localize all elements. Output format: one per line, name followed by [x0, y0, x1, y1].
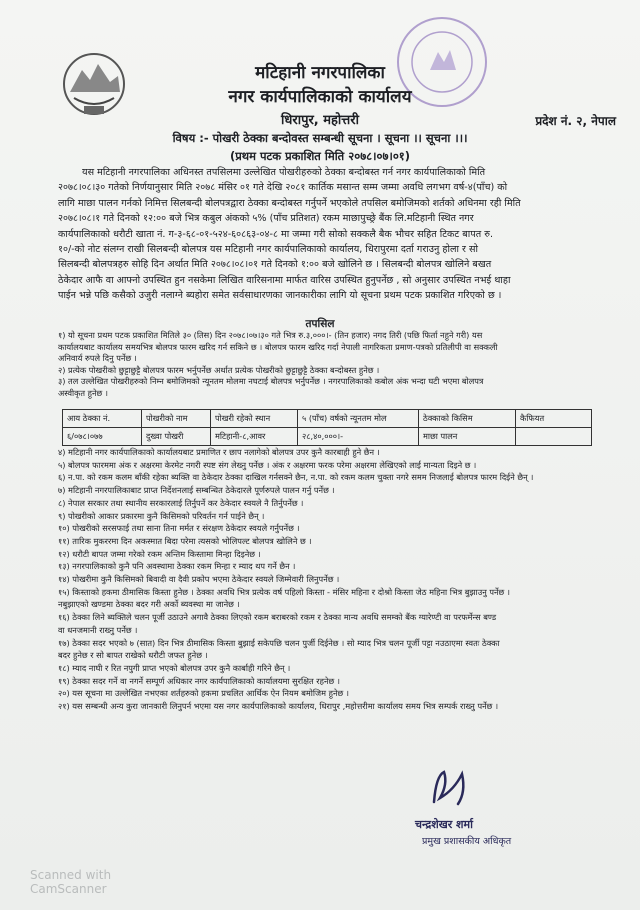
- condition-line: कार्यालयबाट कार्यालय समयभित्र बोलपत्र फारम खरिद गर्न सकिने छ । बोलपत्र फारम खरिद गर्दा नेपाली नागरिकता प्रमाण-पत्रको प्रतिलीपी वा सक्कली: [58, 341, 498, 352]
- table-cell: माछा पालन: [419, 428, 516, 446]
- notice-line: कार्यपालिकाको धरौटी खाता नं. ग-३-६८-०१-५२४-६०८६३-०४-८ मा जम्मा गरी सोको सक्कलै बैक भौचर सहित टिकट बापत रु.: [58, 228, 493, 240]
- notice-line: लागि माछा पालन गर्नको निमित्त सिलबन्दी बोलपत्रद्वारा ठेक्का बन्दोबस्त गर्नुपर्ने भएकोले तपसिल बमोजिमको शर्तको अधिनमा रही मिति: [58, 197, 521, 209]
- watermark-line: Scanned with: [30, 868, 112, 882]
- table-cell: मटिहानी-८,आवर: [211, 428, 298, 446]
- condition-line: अनिवार्य रुपले दिनु पर्नेछ ।: [58, 353, 137, 364]
- condition-line: १४) पोखरीमा कुनै किसिमको बिवादी वा दैवी प्रकोप भएमा ठेकेदार स्वयले जिम्मेवारी लिनुपर्नेछ ।: [58, 574, 340, 585]
- signature-icon: [414, 762, 504, 812]
- table-cell: ६/०७८।०७७: [63, 428, 142, 446]
- org-name: मटिहानी नगरपालिका: [255, 63, 385, 83]
- condition-line: १) यो सूचना प्रथम पटक प्रकाशित मितिले ३० (तिस) दिन २०७८।०७।३० गते भित्र रु.३,०००।- (तिन हजार) नगद तिरी (पछि फिर्ता नहुने गरी) यस: [58, 330, 483, 340]
- signatory-name: चन्द्रशेखर शर्मा: [415, 818, 473, 831]
- notice-line: २०७८।०८।१ गते दिनको १२:०० बजे भित्र कबुल अंकको ५% (पाँच प्रतिशत) रकम माछापुच्छ्रे बैंक लि.मटिहानी स्थित नगर: [58, 213, 474, 225]
- signatory-post: प्रमुख प्रशासकीय अधिकृत: [422, 836, 512, 847]
- office-name: नगर कार्यपालिकाको कार्यालय: [228, 87, 412, 107]
- column-header: पोखरीको नाम: [142, 410, 211, 428]
- publish-date: (प्रथम पटक प्रकाशित मिति २०७८।०७।०१): [229, 149, 411, 163]
- condition-line: वा धनजमानी राख्नु पर्नेछ ।: [58, 624, 138, 635]
- table-cell: २८,४०,०००।-: [298, 428, 419, 446]
- condition-line: १३) नगरपालिकाको कुनै पनि अवस्थामा ठेक्का रकम मिन्हा र म्याद थप गर्ने छैन ।: [58, 561, 296, 572]
- notice-line: २०७८।०८।३० गतेको निर्णयानुसार मिति २०७८ मंसिर ०१ गते देखि २०८१ कार्तिक मसान्त सम्म जम्मा अवधि लगभग वर्ष-४(पाँच) को: [58, 182, 508, 194]
- column-header: कैफियत: [516, 410, 592, 428]
- condition-line: १६) ठेक्का लिने ब्यक्तिले चलन पूर्जी उठाउने अगावै ठेक्का लिएको रकम बराबरको रकम र ठेक्का मान्य अवधि समम्को बैंक ग्यारेण्टी वा परफर्मेन्स बण्ड: [58, 612, 497, 623]
- condition-line: १२) धरौटी बापत जम्मा गरेको रकम अन्तिम किस्तामा मिन्हा दिइनेछ ।: [58, 548, 261, 559]
- province-label: प्रदेश नं. २, नेपाल: [535, 114, 616, 128]
- notice-line: सिलबन्दी बोलपत्रहरु सोहि दिन अर्थात मिति २०७८।०८।०१ गते दिनको १:०० बजे खोलिने छ । सिलबन्दी बोलपत्र खोलिने बखत: [58, 259, 492, 271]
- condition-line: ४) मटिहानी नगर कार्यपालिकाको कार्यालयबाट प्रमाणित र छाप नलागेको बोलपत्र उपर कुनै कारबाही हुने छैन ।: [58, 447, 380, 457]
- pond-table: [62, 409, 592, 446]
- condition-line: बदर हुनेछ र सो बापत राखेको धरौटी जफत हुनेछ ।: [58, 650, 208, 661]
- condition-line: ८) नेपाल सरकार तथा स्थानीय सरकारलाई तिर्नुपर्ने कर ठेकेदार स्वयले नै तिर्नुपर्नेछ ।: [58, 497, 304, 508]
- condition-line: २१) यस सम्बन्धी अन्य कुरा जानकारी लिनुपर्न भएमा यस नगर कार्यपालिकाको कार्यालय, धिरापुर ,महोत्तरीमा कार्यालय समय भित्र सम्पर्क राख्नु पर्नेछ ।: [58, 701, 499, 712]
- scanner-watermark: [30, 868, 111, 896]
- notice-line: ठेकेदार आफै वा आफ्नो उपस्थित हुन नसकेमा लिखित वारिसनामा मार्फत वारिस उपस्थित हुनुपर्नेछ , सो अनुसार उपस्थित नभई थाहा: [58, 274, 511, 286]
- table-row: [63, 428, 592, 446]
- column-header: आय ठेक्का नं.: [63, 410, 142, 428]
- condition-line: २) प्रत्येक पोखरीको छुट्टाछुट्टै बोलपत्र फारम भर्नुपर्नेछ अर्थात प्रत्येक पोखरीको छुट्टाछुट्टै ठेक्का बन्दोबस्त हुनेछ ।: [58, 364, 380, 375]
- condition-line: १७) ठेक्का सदर भएको ७ (सात) दिन भित्र ठीमासिक किस्ता बुझाई सकेपछि चलन पुर्जी दिईनेछ । सो म्याद भित्र चलन पूर्जी पट्टा नउठाएमा स्वतः ठेक्का: [58, 637, 500, 648]
- condition-line: ७) मटिहानी नगरपालिकाबाट प्राप्त निर्देशनलाई सम्बन्धित ठेकेदारले पूर्णरुपले पालन गर्नु पर्नेछ ।: [58, 485, 335, 496]
- conditions-bottom: [58, 446, 602, 713]
- column-header: ठेक्काको किसिम: [419, 410, 516, 428]
- condition-line: ९) पोखरीको आकार प्रकारमा कुनै किसिमको परिवर्तन गर्न पाईने छैन् ।: [58, 510, 265, 521]
- condition-line: ३) तल उल्लेखित पोखरीहरुको निम्न बमोजिमको न्यूनतम मोलमा नघटाई बोलपत्र भर्नुपर्नेछ । नगरपालिकाको कबोल अंक भन्दा घटी भएमा बोलपत्र: [58, 376, 484, 387]
- conditions-top: [58, 330, 602, 400]
- government-emblem-icon: [60, 48, 128, 118]
- condition-line: ६) न.पा. को रकम कलम बाँकी रहेका ब्यक्ति वा ठेकेदार ठेक्का दाखिल गर्नसक्ने छैन, न.पा. को रकम कलम चुक्ता नगरे समम निजलाई बोलपत्र फारम दिईने छैन् ।: [58, 472, 534, 483]
- schedule-title: तपसिल: [305, 318, 335, 330]
- condition-line: नबुझाएको खण्डमा ठेक्का बदर गरी अर्को ब्यवस्था मा जानेछ ।: [58, 599, 240, 610]
- notice-line: १०/-को नोट संलग्न राखी सिलबन्दी बोलपत्र यस मटिहानी नगर कार्यपालिकाको कार्यालय, धिरापुरमा दर्ता गराउनु होला र सो: [58, 244, 478, 256]
- condition-line: १८) म्याद नाघी र रित नपुगी प्राप्त भएको बोलपत्र उपर कुनै कार्बाही गरिने छैन् ।: [58, 662, 291, 673]
- office-place: धिरापुर, महोत्तरी: [281, 113, 359, 128]
- condition-line: १०) पोखरीको सरसफाई तथा साना तिना मर्मत र संरक्षण ठेकेदार स्वयले गर्नुपर्नेछ ।: [58, 523, 300, 534]
- condition-line: ११) तारिक मुकररमा दिन अकस्मात बिदा परेमा त्यसको भोलिपल्ट बोलपत्र खोलिने छ ।: [58, 535, 312, 546]
- notice-subject: विषय :- पोखरी ठेक्का बन्दोवस्त सम्बन्धी सूचना । सूचना ।। सूचना ।।।: [172, 131, 468, 145]
- notice-line: पाईन भन्ने पछि कसैको उजुरी नलाग्ने ब्यहोरा समेत सर्वसाधारणका जानकारीका लागि यो सूचना प्रथम पटक प्रकाशित गरिएको छ ।: [58, 290, 502, 302]
- condition-line: ५) बोलपत्र फारममा अंक र अक्षरमा केरमेट नगरी स्पष्ट संग लेख्नु पर्नेछ । अंक र अक्षरमा फरक परेमा अक्षरमा लेखिएको लाई मान्यता दिइने छ ।: [58, 459, 477, 470]
- table-cell: दुख्वा पोखरी: [142, 428, 211, 446]
- column-header: पोखरी रहेको स्थान: [211, 410, 298, 428]
- column-header: ५ (पाँच) वर्षको न्यूनतम मोल: [298, 410, 419, 428]
- table-header-row: [63, 410, 592, 428]
- table-cell: [516, 428, 592, 446]
- notice-body: [58, 165, 602, 304]
- condition-line: १९) ठेक्का सदर गर्ने वा नगर्ने सम्पूर्ण अधिकार नगर कार्यपालिकाको कार्यालयमा सुरक्षित रहनेछ ।: [58, 675, 340, 686]
- condition-line: १५) किस्ताको हकमा ठीमासिक किस्ता हुनेछ । ठेक्का अवधि भित्र प्रत्येक वर्ष पहिलो किस्ता - मंसिर महिना र दोश्रो किस्ता जेठ महिना भित्र बुझाउनु पर्नेछ ।: [58, 586, 510, 597]
- condition-line: अस्वीकृत हुनेछ ।: [58, 387, 109, 398]
- notice-line: यस मटिहानी नगरपालिका अधिनस्त तपसिलमा उल्लेखित पोखरीहरुको ठेक्का बन्दोबस्त गर्न नगर कार्यपालिकाको मिति: [82, 167, 486, 178]
- condition-line: २०) यस सूचना मा उल्लेखित नभएका शर्तहरुको हकमा प्रचलित आर्थिक ऐन नियम बमोजिम हुनेछ ।: [58, 688, 349, 699]
- watermark-line: CamScanner: [30, 882, 107, 896]
